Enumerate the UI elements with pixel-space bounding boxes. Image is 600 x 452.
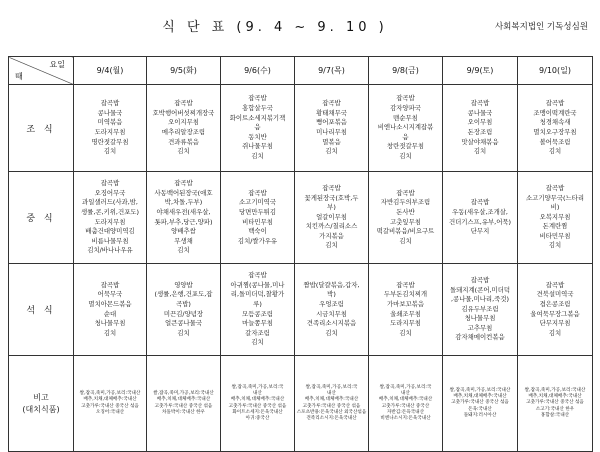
menu-item: 얼큰콩나물국: [164, 319, 203, 328]
origin-note-cell: [221, 356, 295, 452]
origin-note-line: 내산: [327, 391, 336, 397]
menu-item: 쥐나물무침: [242, 142, 273, 151]
origin-note-cell: [74, 356, 147, 452]
menu-item: 견과류볶음: [168, 137, 199, 146]
menu-item: 잡곡밥: [470, 99, 490, 108]
origin-note-line: 고춧가루:국내산 중국산 섞음: [154, 403, 213, 409]
menu-item: 도라지무침: [94, 217, 126, 226]
day-header: 9/5(화): [147, 57, 221, 85]
origin-note-line: 내산: [253, 391, 262, 397]
menu-item: 잡곡밥: [174, 99, 193, 108]
origin-note-line: 고춧가루:국내산 중국산 섞음: [302, 403, 361, 409]
menu-item: 볼어묵조림: [539, 137, 571, 146]
menu-cell: [221, 172, 295, 264]
menu-item: 야채새우전(새우살,: [156, 207, 211, 216]
menu-item: 잡곡밥: [396, 188, 415, 197]
menu-item: 김치: [325, 147, 338, 156]
menu-item: 박): [327, 290, 336, 299]
menu-item: 잡곡밥: [322, 99, 341, 108]
menu-item: 모듬콩조림: [242, 309, 273, 318]
menu-item: 잡곡밥: [100, 179, 120, 188]
menu-cell: [74, 172, 147, 264]
day-header: 9/9(토): [443, 57, 518, 85]
menu-item: 돈계란찜: [542, 222, 568, 231]
menu-item: 비름나물무침: [91, 236, 129, 245]
menu-item: 김치: [251, 338, 264, 347]
menu-item: 소고기미역국: [238, 198, 277, 207]
menu-item: 청나물무침: [94, 319, 126, 328]
origin-note-cell: [369, 356, 443, 452]
menu-item: 가지볶음: [319, 231, 344, 240]
menu-cell: [147, 85, 221, 172]
menu-item: 맨순무침: [393, 113, 418, 122]
menu-item: 감자양파국: [390, 104, 421, 113]
menu-cell: [518, 264, 593, 356]
origin-note-line: 견족리소시지:돈육국내산: [306, 415, 357, 421]
menu-cell: [295, 264, 369, 356]
origin-note-line: 쌀,잡곡,죽미,가공,보리:국내산: [449, 387, 511, 393]
menu-item: 호박행어버섯찌개장국: [152, 108, 215, 117]
origin-note-line: 홍합살:국내산: [540, 412, 570, 418]
day-header: 9/10(일): [518, 57, 593, 85]
day-header: 9/7(목): [295, 57, 369, 85]
origin-note-line: 배추,치채,대체배추:국내산: [453, 394, 507, 400]
menu-item: 도라지무침: [94, 128, 126, 136]
menu-item: 리,돌미더덕,찰황가: [230, 290, 285, 299]
origin-note-line: 배추,치채,대체배추:국내산: [83, 397, 137, 403]
menu-item: 톳파,부추,당근,양파): [154, 217, 213, 226]
menu-cell: [518, 172, 593, 264]
menu-item: 잡곡밥: [248, 271, 267, 280]
menu-item: 잡곡밥: [470, 198, 490, 207]
menu-item: 잡곡밥: [396, 280, 415, 289]
menu-item: 멸치아몬드볶음: [88, 299, 132, 308]
menu-item: 명란젓갈무침: [91, 137, 129, 146]
menu-item: 떡갈비볶음/비요구트: [376, 227, 435, 236]
origin-note-line: 고춧가루:국내산 중국산 섞음: [81, 403, 139, 409]
corner-meal-label: 때: [15, 72, 23, 81]
menu-item: 단무지무침: [539, 319, 571, 328]
menu-item: 콩나물국: [467, 108, 493, 117]
menu-item: 오징어무국: [94, 188, 126, 197]
origin-note-line: 쌀,잡곡,죽미,가공,보리:국내산: [79, 391, 141, 397]
page-title: 식 단 표 (9. 4 ~ 9. 10 ): [162, 20, 388, 35]
menu-item: 메추리알장조림: [161, 128, 206, 136]
menu-item: 맛살야채볶음: [461, 137, 499, 146]
menu-item: 꽃게된장국(호박,두: [304, 193, 359, 202]
menu-item: 뼝어포볶음: [316, 118, 347, 127]
menu-item: 김치: [548, 328, 562, 337]
menu-item: 우엉조림: [319, 299, 344, 308]
menu-item: 오복지무침: [539, 212, 571, 221]
origin-note-cell: [443, 356, 518, 452]
menu-item: 자반김두의부조림: [380, 198, 431, 207]
menu-item: 견북설미역국: [536, 290, 574, 299]
menu-item: 김치: [103, 147, 117, 156]
menu-item: 우동(새우살,조개살,: [452, 207, 508, 216]
menu-cell: [74, 264, 147, 356]
menu-item: 겹은콩조림: [539, 299, 571, 308]
menu-item: 견족리소시지볶음: [306, 319, 357, 328]
origin-note-line: 쌀,잡곡,죽미,가공,보리:국내산: [153, 391, 214, 397]
menu-item: 곡밥): [176, 299, 191, 308]
menu-item: 시금치무침: [316, 309, 347, 318]
menu-cell: [369, 172, 443, 264]
menu-item: 도라지무침: [390, 319, 421, 328]
menu-item: 배춤건대양미역김: [85, 227, 135, 236]
menu-item: 단무지: [470, 227, 490, 236]
menu-item: 미역볶음: [97, 118, 123, 127]
menu-item: 가마보꼬볶음: [386, 299, 425, 308]
menu-item: 오이지무침: [168, 118, 199, 127]
menu-item: 잡곡밥: [545, 99, 565, 108]
origin-note-line: 고춧가루:국내산 중국산 섞음: [451, 400, 509, 406]
menu-item: 돌돼지계(콘어,미더덕: [449, 285, 511, 294]
menu-item: 아귀찜(콩나물,미나: [230, 280, 285, 289]
menu-item: ,콩나물,미나리,죽것): [451, 295, 509, 304]
origin-note-line: 고춧가루:국내산 중국산 섞음: [228, 403, 287, 409]
menu-item: 마늘쫑무침: [242, 319, 273, 328]
menu-cell: [443, 85, 518, 172]
menu-cell: [74, 85, 147, 172]
menu-item: 음: [402, 132, 409, 141]
menu-item: 콩나물국: [97, 108, 123, 117]
notes-label-line: (대치식품): [22, 404, 60, 414]
menu-item: 음: [254, 123, 261, 132]
origin-note-line: 쌀,잡곡,죽미,가공,보리:국: [305, 384, 358, 390]
menu-item: 미나리무침: [316, 128, 347, 136]
menu-item: 김치: [177, 147, 190, 156]
menu-item: 오이무침: [467, 118, 493, 127]
menu-item: 울여묵무장그볶음: [530, 309, 580, 318]
menu-item: 김치: [399, 236, 412, 245]
menu-item: 잡곡밥: [545, 183, 565, 192]
menu-item: 황태채무국: [316, 108, 347, 117]
menu-item: 미끈김/양념장: [163, 309, 204, 318]
menu-item: 잡곡밥: [100, 99, 120, 108]
menu-cell: [369, 85, 443, 172]
menu-item: 김치: [399, 328, 412, 337]
menu-item: 얼갈이무침: [316, 212, 347, 221]
menu-item: 김치: [103, 328, 117, 337]
menu-item: 김치: [473, 147, 487, 156]
menu-item: 김치: [325, 241, 338, 250]
origin-note-line: 스포츠반용:돈육국내산 외국산섞음: [296, 409, 367, 415]
meal-row: [9, 85, 593, 172]
notes-label-line: 비고: [33, 392, 49, 402]
origin-note-line: 배추,치채,대체배추:국내산: [378, 397, 433, 403]
origin-note-line: 화이트소세지:돈육국내산: [232, 409, 283, 415]
origin-note-cell: [518, 356, 593, 452]
menu-cell: [147, 264, 221, 356]
menu-item: 비): [550, 203, 560, 212]
menu-item: 건더기스프,유부,어묵): [448, 217, 512, 226]
origin-note-line: 쌀,잡곡,죽미,가공,보리:국: [379, 384, 432, 390]
menu-item: 순대: [103, 309, 117, 318]
menu-item: 김치: [325, 328, 338, 337]
menu-item: 잡곡밥: [470, 275, 490, 284]
menu-item: 치킨까스/칠리소스: [305, 222, 358, 231]
menu-item: 감자채메이컨볶음: [455, 333, 505, 342]
header-row: [9, 57, 593, 85]
meal-row: [9, 172, 593, 264]
menu-item: 창란젓갈무침: [386, 142, 425, 151]
menu-item: 김유두부조림: [461, 304, 499, 313]
menu-cell: [443, 172, 518, 264]
menu-item: 부): [327, 203, 336, 212]
menu-item: 잡곡밥: [174, 179, 193, 188]
menu-item: 박,차돌,두부): [164, 198, 203, 207]
menu-item: 멸볶음: [322, 137, 341, 146]
origin-note-line: 자반김:돈육국내산: [386, 409, 425, 415]
origin-note-line: 차돌박이:국내산 한우: [162, 409, 205, 415]
menu-cell: [221, 264, 295, 356]
origin-note-line: 배추,치채,대체배추:국내산: [528, 394, 582, 400]
menu-item: 비엔나소시지계잡볶: [377, 123, 434, 132]
menu-item: 잡곡밥: [248, 188, 267, 197]
origin-note-line: 쌀,잡곡,죽미,가공,보리:국내산: [524, 387, 586, 393]
menu-item: 잡곡밥: [396, 94, 415, 103]
menu-item: 양배추쌈: [171, 227, 196, 236]
origin-note-line: 오징어:국내산: [95, 409, 125, 415]
corner-day-label: 요일: [49, 60, 65, 69]
origin-note-cell: [147, 356, 221, 452]
menu-item: 조맹이떡계란국: [533, 108, 577, 117]
menu-item: 비타민무침: [242, 217, 273, 226]
menu-cell: [369, 264, 443, 356]
menu-cell: [518, 85, 593, 172]
menu-item: 동치반: [248, 132, 267, 141]
menu-item: 무생채: [174, 236, 193, 245]
menu-item: 김치/바나나우유: [87, 246, 133, 255]
origin-note-cell: [295, 356, 369, 452]
menu-item: 비타민무침: [539, 231, 571, 240]
meal-schedule-table: [8, 56, 593, 452]
origin-note-line: 내산: [401, 391, 410, 397]
menu-item: 두부돈김치찌개: [383, 290, 428, 299]
menu-item: 돈장조림: [467, 128, 493, 136]
notes-row: [9, 356, 593, 452]
menu-item: 갈자조림: [245, 328, 270, 337]
menu-item: 당면만두튀김: [238, 207, 277, 216]
day-header: 9/4(월): [74, 57, 147, 85]
origin-note-line: 배추,치채,대체배추:국내산: [156, 397, 211, 403]
origin-note-line: 배추,치채,대체배추:국내산: [230, 397, 285, 403]
menu-item: 잡곡밥: [248, 94, 267, 103]
meal-label: 조 식: [9, 85, 74, 172]
menu-item: 루): [253, 299, 262, 308]
meal-label: 중 식: [9, 172, 74, 264]
day-header: 9/6(수): [221, 57, 295, 85]
corner-cell: [9, 57, 74, 85]
menu-cell: [295, 172, 369, 264]
origin-note-line: 고춧가루:국내산 중국산: [381, 403, 430, 409]
origin-note-line: 고춧가루:국내산 중국산 섞음: [526, 400, 584, 406]
origin-note-line: 소고기:국내산 한우: [535, 406, 575, 412]
menu-item: 화이트소세지볶기잭: [229, 113, 286, 122]
menu-item: 과일샐러드(사과,밤,: [82, 198, 138, 207]
menu-cell: [295, 85, 369, 172]
menu-item: 백숙이: [248, 227, 267, 236]
origin-note-line: 돌돼지:러시아산: [463, 412, 497, 418]
meal-label: 석 식: [9, 264, 74, 356]
menu-cell: [147, 172, 221, 264]
menu-item: 고추무침: [467, 323, 493, 332]
menu-item: 김치: [548, 241, 562, 250]
menu-item: 짬밥(달걀볶음,갑자,: [303, 280, 360, 289]
menu-item: 청나물무침: [464, 314, 496, 323]
menu-item: 잡곡밥: [322, 183, 341, 192]
menu-item: 김치: [251, 151, 264, 160]
menu-item: 잡곡밥: [545, 280, 565, 289]
notes-label: [9, 356, 74, 452]
menu-item: 소고기양무국(느타리: [525, 193, 585, 202]
menu-item: 사동백어된장국(애호: [154, 188, 213, 197]
menu-item: 멸치오구장무침: [533, 128, 577, 136]
origin-note-line: 비엔나소시지:돈육국내산: [380, 415, 431, 421]
menu-item: 김치: [399, 151, 412, 160]
menu-cell: [443, 264, 518, 356]
origin-note-line: 배추,치채,대체배추:국내산: [304, 397, 359, 403]
menu-item: 김치: [177, 328, 190, 337]
menu-item: (생률,은행,건포도,잡: [154, 290, 213, 299]
menu-item: 어묵무국: [97, 290, 123, 299]
menu-item: 청경채속새: [539, 118, 571, 127]
menu-item: 홍합살두국: [242, 104, 273, 113]
menu-item: 김치: [548, 147, 562, 156]
menu-item: 울쇄조무침: [390, 309, 421, 318]
menu-item: 고춧잎무침: [390, 217, 421, 226]
menu-cell: [221, 85, 295, 172]
menu-item: 생률,콘,키위,건포도): [81, 207, 139, 216]
meal-row: [9, 264, 593, 356]
origin-note-line: 쌀,잡곡,죽미,가공,보리:국: [231, 384, 284, 390]
menu-item: 김치: [177, 246, 190, 255]
menu-item: 돈사반: [396, 207, 415, 216]
menu-item: 김치/쌀가우유: [237, 236, 278, 245]
day-header: 9/8(금): [369, 57, 443, 85]
menu-item: 영양밥: [174, 280, 193, 289]
table-body: [9, 57, 593, 452]
menu-item: 잡곡밥: [100, 280, 120, 289]
organization-name: 사회복지법인 기독성심원: [494, 22, 588, 32]
origin-note-line: 돈육:국내산: [468, 406, 492, 412]
origin-note-line: 아귀:중국산: [245, 415, 270, 421]
